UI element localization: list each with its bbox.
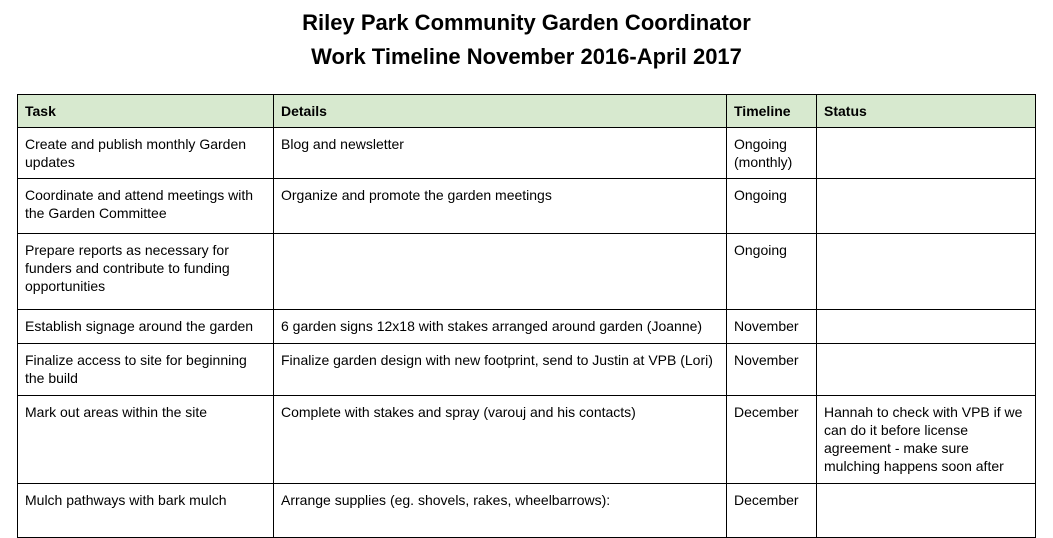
cell-timeline: December xyxy=(727,396,817,484)
cell-timeline: December xyxy=(727,484,817,538)
cell-details: Arrange supplies (eg. shovels, rakes, wheelbarrows): xyxy=(274,484,727,538)
cell-timeline: November xyxy=(727,344,817,396)
header-task: Task xyxy=(18,95,274,128)
cell-task: Create and publish monthly Garden updates xyxy=(18,128,274,179)
cell-timeline: Ongoing xyxy=(727,234,817,310)
cell-status xyxy=(817,128,1036,179)
document-title xyxy=(0,6,1053,74)
cell-details: Organize and promote the garden meetings xyxy=(274,179,727,234)
cell-task: Establish signage around the garden xyxy=(18,310,274,344)
table-row xyxy=(18,179,1036,234)
cell-task: Mark out areas within the site xyxy=(18,396,274,484)
cell-timeline: Ongoing xyxy=(727,179,817,234)
cell-details: Complete with stakes and spray (varouj and his contacts) xyxy=(274,396,727,484)
header-status: Status xyxy=(817,95,1036,128)
cell-task: Prepare reports as necessary for funders and contribute to funding opportunities xyxy=(18,234,274,310)
cell-timeline: Ongoing (monthly) xyxy=(727,128,817,179)
table-row xyxy=(18,234,1036,310)
table-row xyxy=(18,396,1036,484)
table-row xyxy=(18,344,1036,396)
title-line-1: Riley Park Community Garden Coordinator xyxy=(302,10,751,35)
cell-status xyxy=(817,234,1036,310)
cell-details xyxy=(274,234,727,310)
cell-status xyxy=(817,310,1036,344)
cell-details: 6 garden signs 12x18 with stakes arranged around garden (Joanne) xyxy=(274,310,727,344)
cell-timeline: November xyxy=(727,310,817,344)
cell-status: Hannah to check with VPB if we can do it before license agreement - make sure mulching happens soon after xyxy=(817,396,1036,484)
title-line-2: Work Timeline November 2016-April 2017 xyxy=(311,44,742,69)
table-row xyxy=(18,128,1036,179)
cell-task: Finalize access to site for beginning the build xyxy=(18,344,274,396)
table-row xyxy=(18,310,1036,344)
cell-details: Finalize garden design with new footprint, send to Justin at VPB (Lori) xyxy=(274,344,727,396)
header-details: Details xyxy=(274,95,727,128)
cell-task: Coordinate and attend meetings with the Garden Committee xyxy=(18,179,274,234)
header-timeline: Timeline xyxy=(727,95,817,128)
table-header-row xyxy=(18,95,1036,128)
cell-status xyxy=(817,179,1036,234)
work-timeline-table xyxy=(17,94,1036,538)
cell-status xyxy=(817,344,1036,396)
cell-task: Mulch pathways with bark mulch xyxy=(18,484,274,538)
cell-details: Blog and newsletter xyxy=(274,128,727,179)
